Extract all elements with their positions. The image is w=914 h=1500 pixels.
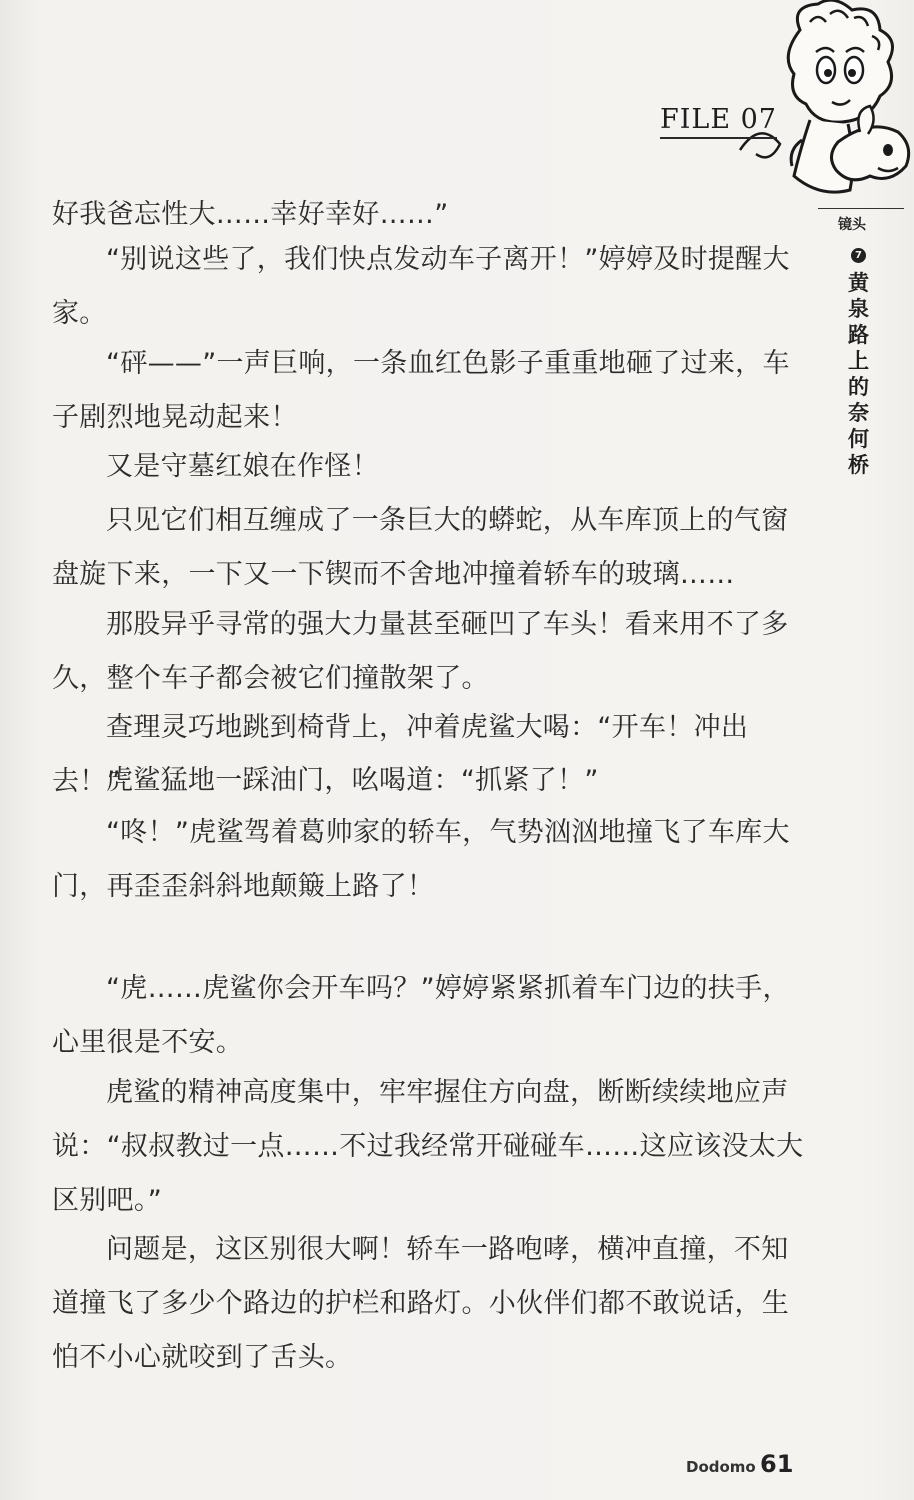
paragraph: “虎……虎鲨你会开车吗？”婷婷紧紧抓着车门边的扶手，心里很是不安。 [52,973,790,1058]
chapter-number-badge: 7 [851,248,866,263]
side-divider [818,208,904,209]
footer-brand: Dodomo [686,1458,756,1476]
paragraph: “别说这些了，我们快点发动车子离开！”婷婷及时提醒大家。 [52,244,790,329]
paragraph: 好我爸忘性大……幸好幸好……” [52,199,449,230]
file-label: FILE 07 [660,104,777,139]
page-number: 61 [760,1450,794,1478]
paragraph: “砰——”一声巨响，一条血红色影子重重地砸了过来，车子剧烈地晃动起来！ [52,348,790,433]
section-label: 镜头 [838,217,866,233]
chapter-title-vertical: 黄泉路上的奈何桥 [848,270,869,477]
paragraph: 虎鲨猛地一踩油门，吆喝道：“抓紧了！” [106,765,599,796]
paragraph: 只见它们相互缠成了一条巨大的蟒蛇，从车库顶上的气窗盘旋下来，一下又一下锲而不舍地冲撞着轿车的玻璃…… [52,505,789,590]
paragraph: 查理灵巧地跳到椅背上，冲着虎鲨大喝：“开车！冲出去！” [52,712,749,797]
cartoon-boy-and-dog-illustration [730,0,914,205]
paragraph: “咚！”虎鲨驾着葛帅家的轿车，气势汹汹地撞飞了车库大门，再歪歪斜斜地颠簸上路了！ [52,817,790,902]
paragraph: 问题是，这区别很大啊！轿车一路咆哮，横冲直撞，不知道撞飞了多少个路边的护栏和路灯。小伙伴们都不敢说话，生怕不小心就咬到了舌头。 [52,1234,790,1373]
paragraph: 又是守墓红娘在作怪！ [106,451,379,482]
paragraph: 那股异乎寻常的强大力量甚至砸凹了车头！看来用不了多久，整个车子都会被它们撞散架了。 [52,609,789,694]
paragraph: 虎鲨的精神高度集中，牢牢握住方向盘，断断续续地应声说：“叔叔教过一点……不过我经常开碰碰车……这应该没太大区别吧。” [52,1077,804,1216]
